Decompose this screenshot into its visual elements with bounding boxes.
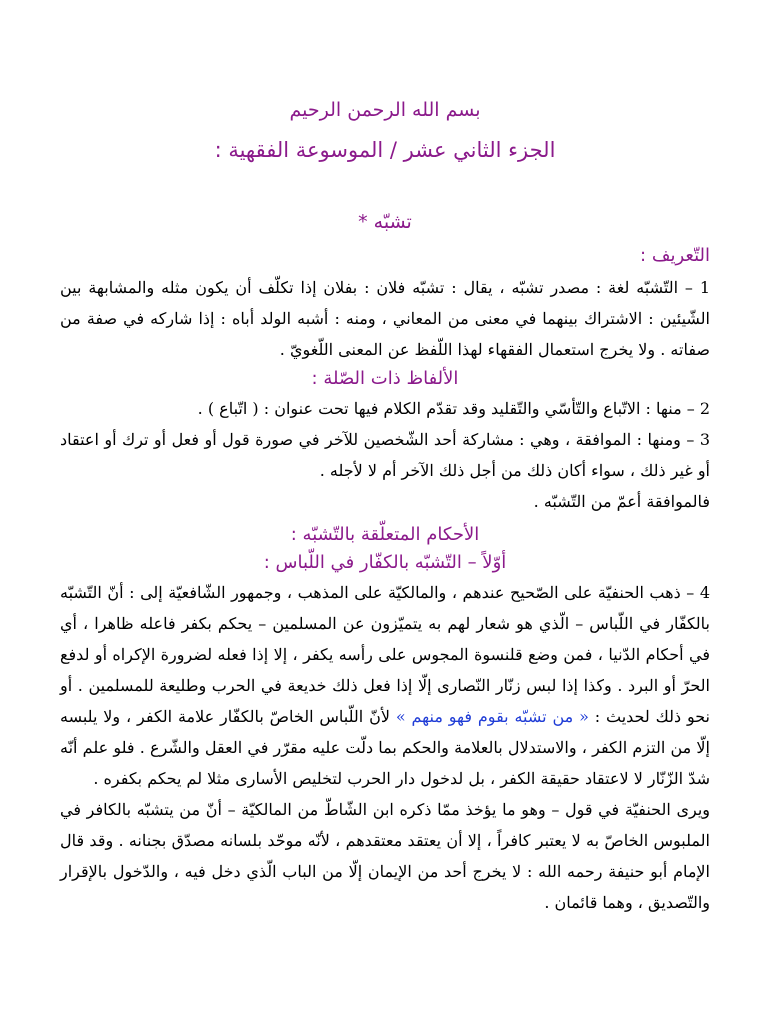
- topic-title: تشبّه *: [358, 211, 412, 233]
- paragraph-2: 2 – منها : الاتّباع والتّأسّي والتّقليد وقد تقدّم الكلام فيها تحت عنوان : ( اتّباع ) .: [197, 399, 710, 418]
- rulings-heading: الأحكام المتعلّقة بالتّشبّه :: [290, 524, 480, 545]
- definition-heading: التّعريف :: [640, 245, 710, 266]
- basmala-heading: بسم الله الرحمن الرحيم: [289, 99, 481, 121]
- paragraph-1: 1 – التّشبّه لغة : مصدر تشبّه ، يقال : تشبّه فلان : بفلان إذا تكلّف أن يكون مثله والمشابهة بين الشّيئين : الاشتراك بينهما في معنى من المعاني ، ومنه : أشبه الولد أباه : إذا شاركه في صفة من صفاته . ولا يخرج استعمال الفقهاء لهذا اللّفظ عن المعنى اللّغويّ .: [60, 278, 710, 359]
- paragraph-3-conclusion: فالموافقة أعمّ من التّشبّه .: [533, 492, 710, 511]
- paragraph-4-text-after: لأنّ اللّباس الخاصّ بالكفّار علامة الكفر ، ولا يلبسه إلّا من التزم الكفر ، والاستدلال بالعلامة والحكم بما دلّت عليه مقرّر في العقل والشّرع . فلو علم أنّه شدّ الزّنّار لا لاعتقاد حقيقة الكفر ، بل لدخول دار الحرب لتخليص الأسارى مثلا لم يحكم بكفره .: [60, 707, 710, 788]
- part-title: الجزء الثاني عشر / الموسوعة الفقهية :: [214, 138, 556, 162]
- related-terms-heading: الألفاظ ذات الصّلة :: [311, 368, 459, 389]
- paragraph-4-text-before: 4 – ذهب الحنفيّة على الصّحيح عندهم ، والمالكيّة على المذهب ، وجمهور الشّافعيّة إلى : أنّ التّشبّه بالكفّار في اللّباس – الّذي هو شعار لهم به يتميّزون عن المسلمين – يحكم بكفر فاعله ظاهرا ، أي في أحكام الدّنيا ، فمن وضع قلنسوة المجوس على رأسه يكفر ، إلا إذا فعله لضرورة الإكراه أو لدفع الحرّ أو البرد . وكذا إذا لبس زنّار النّصارى إلّا إذا فعل ذلك خديعة في الحرب وطليعة للمسلمين . أو نحو ذلك لحديث :: [60, 583, 711, 726]
- paragraph-4: [60, 577, 710, 794]
- hadith-quote: « من تشبّه بقوم فهو منهم »: [395, 707, 589, 726]
- rulings-subheading: أوّلاً – التّشبّه بالكفّار في اللّباس :: [263, 552, 507, 573]
- paragraph-3: 3 – ومنها : الموافقة ، وهي : مشاركة أحد الشّخصين للآخر في صورة قول أو فعل أو ترك أو اعتقاد أو غير ذلك ، سواء أكان ذلك من أجل ذلك الآخر أم لا لأجله .: [60, 430, 710, 480]
- paragraph-5: ويرى الحنفيّة في قول – وهو ما يؤخذ ممّا ذكره ابن الشّاطّ من المالكيّة – أنّ من يتشبّه بالكافر في الملبوس الخاصّ به لا يعتبر كافراً ، إلا أن يعتقد معتقدهم ، لأنّه موحّد بلسانه مصدّق بجنانه . وقد قال الإمام أبو حنيفة رحمه الله : لا يخرج أحد من الإيمان إلّا من الباب الّذي دخل فيه ، والدّخول بالإقرار والتّصديق ، وهما قائمان .: [60, 800, 710, 912]
